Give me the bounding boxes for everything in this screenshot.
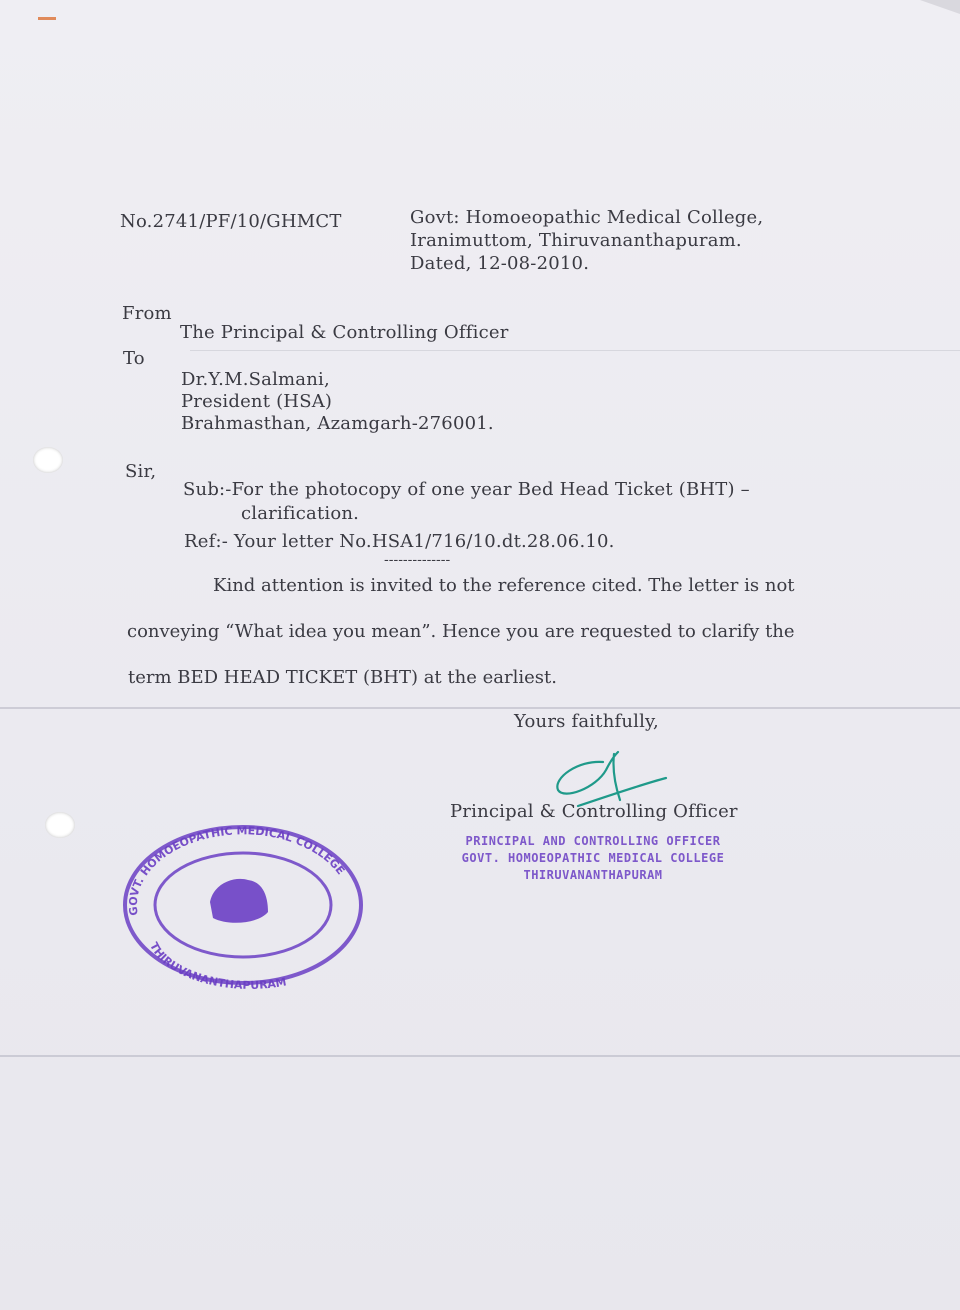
from-name: The Principal & Controlling Officer [180, 322, 509, 343]
signer-title: Principal & Controlling Officer [450, 801, 738, 822]
stamp-line: GOVT. HOMOEOPATHIC MEDICAL COLLEGE [461, 851, 725, 865]
seal-bottom-text: THIRUVANANTHAPURAM [147, 940, 288, 990]
punch-hole [33, 447, 63, 473]
institution-address [410, 206, 763, 275]
to-label: To [123, 348, 145, 369]
punch-hole [45, 812, 75, 838]
subject-line: Sub:-For the photocopy of one year Bed Head Ticket (BHT) – [183, 479, 750, 500]
fold-line [0, 1055, 960, 1057]
institution-line: Iranimuttom, Thiruvananthapuram. [410, 230, 742, 251]
body-line: conveying “What idea you mean”. Hence you are requested to clarify the [127, 621, 795, 642]
designation-stamp [458, 833, 728, 884]
body-line: term BED HEAD TICKET (BHT) at the earliest. [128, 667, 557, 688]
seal-top-text: GOVT. HOMOEOPATHIC MEDICAL COLLEGE [126, 824, 348, 917]
separator: -------------- [384, 552, 451, 568]
stamp-line: PRINCIPAL AND CONTROLLING OFFICER [465, 834, 721, 848]
recipient-address [181, 369, 494, 435]
date-line: Dated, 12-08-2010. [410, 253, 590, 274]
subject-line: clarification. [241, 503, 360, 524]
fold-line [190, 350, 960, 351]
office-seal [118, 820, 368, 990]
reference-number: No.2741/PF/10/GHMCT [120, 211, 342, 232]
stamp-line: THIRUVANANTHAPURAM [523, 868, 663, 882]
recipient-line: President (HSA) [181, 391, 333, 412]
from-label: From [122, 303, 172, 324]
institution-line: Govt: Homoeopathic Medical College, [410, 207, 764, 228]
recipient-line: Dr.Y.M.Salmani, [181, 369, 330, 390]
svg-text:THIRUVANANTHAPURAM [147, 940, 287, 990]
salutation: Sir, [125, 461, 157, 482]
corner-fold [920, 0, 960, 14]
corner-mark [38, 17, 56, 20]
reference-line: Ref:- Your letter No.HSA1/716/10.dt.28.06.10. [184, 531, 615, 552]
closing: Yours faithfully, [514, 711, 659, 732]
body-line: Kind attention is invited to the reference cited. The letter is not [213, 575, 795, 596]
fold-line [0, 707, 960, 709]
recipient-line: Brahmasthan, Azamgarh-276001. [181, 413, 494, 434]
